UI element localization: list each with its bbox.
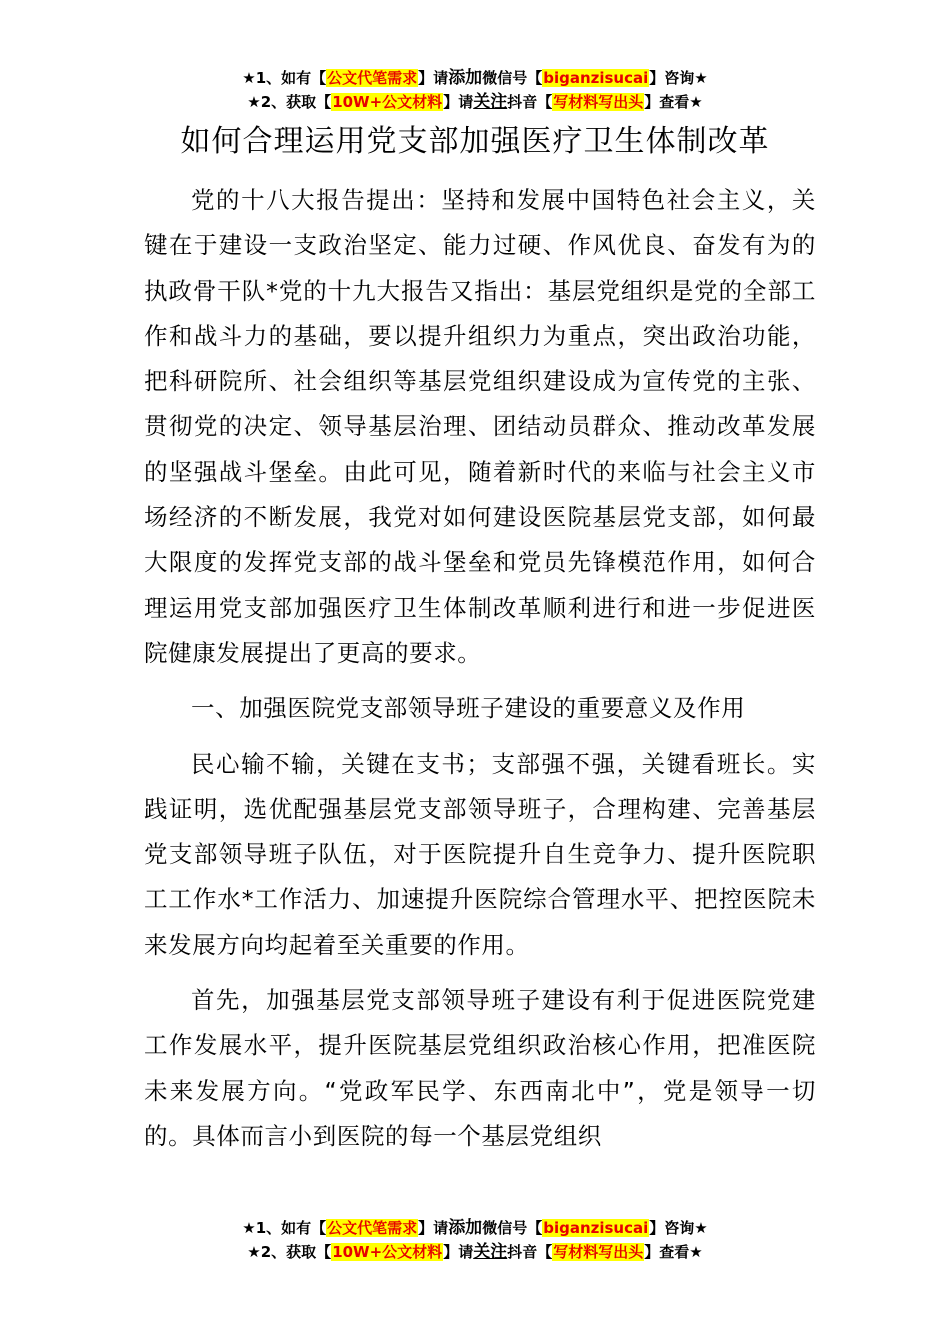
promo-line-1: ★1、如有【公文代笔需求】请添加微信号【biganzisucai】咨询★ — [242, 1218, 708, 1238]
promo-douyin-id: 写材料写出头 — [553, 1243, 644, 1261]
promo-line-2: ★2、获取【10W+公文材料】请关注抖音【写材料写出头】查看★ — [247, 92, 703, 112]
header-promo-banner — [0, 66, 950, 114]
document-body — [144, 178, 816, 1159]
promo-line-1: ★1、如有【公文代笔需求】请添加微信号【biganzisucai】咨询★ — [242, 68, 708, 88]
promo-line-2: ★2、获取【10W+公文材料】请关注抖音【写材料写出头】查看★ — [247, 1242, 703, 1262]
promo-highlight: 公文代笔需求 — [327, 69, 418, 87]
body-paragraph: 首先，加强基层党支部领导班子建设有利于促进医院党建工作发展水平，提升医院基层党组织政治核心作用，把准医院未来发展方向。“党政军民学、东西南北中”，党是领导一切的。具体而言小到医院的每一个基层党组织 — [144, 986, 816, 1150]
section-heading: 一、加强医院党支部领导班子建设的重要意义及作用 — [191, 694, 746, 723]
promo-highlight: 10W+公文材料 — [332, 1243, 443, 1261]
promo-wechat-id: biganzisucai — [543, 1219, 649, 1237]
promo-wechat-id: biganzisucai — [543, 69, 649, 87]
promo-highlight: 公文代笔需求 — [327, 1219, 418, 1237]
promo-highlight: 10W+公文材料 — [332, 93, 443, 111]
document-title: 如何合理运用党支部加强医疗卫生体制改革 — [180, 124, 770, 159]
footer-promo-banner — [0, 1216, 950, 1264]
promo-douyin-id: 写材料写出头 — [553, 93, 644, 111]
body-paragraph: 党的十八大报告提出：坚持和发展中国特色社会主义，关键在于建设一支政治坚定、能力过硬、作风优良、奋发有为的执政骨干队*党的十九大报告又指出：基层党组织是党的全部工作和战斗力的基础，要以提升组织力为重点，突出政治功能，把科研院所、社会组织等基层党组织建设成为宣传党的主张、贯彻党的决定、领导基层治理、团结动员群众、推动改革发展的坚强战斗堡垒。由此可见，随着新时代的来临与社会主义市场经济的不断发展，我党对如何建设医院基层党支部，如何最大限度的发挥党支部的战斗堡垒和党员先锋模范作用，如何合理运用党支部加强医疗卫生体制改革顺利进行和进一步促进医院健康发展提出了更高的要求。 — [144, 186, 816, 667]
body-paragraph: 民心输不输，关键在支书；支部强不强，关键看班长。实践证明，选优配强基层党支部领导班子，合理构建、完善基层党支部领导班子队伍，对于医院提升自生竞争力、提升医院职工工作水*工作活力、加速提升医院综合管理水平、把控医院未来发展方向均起着至关重要的作用。 — [144, 749, 816, 959]
